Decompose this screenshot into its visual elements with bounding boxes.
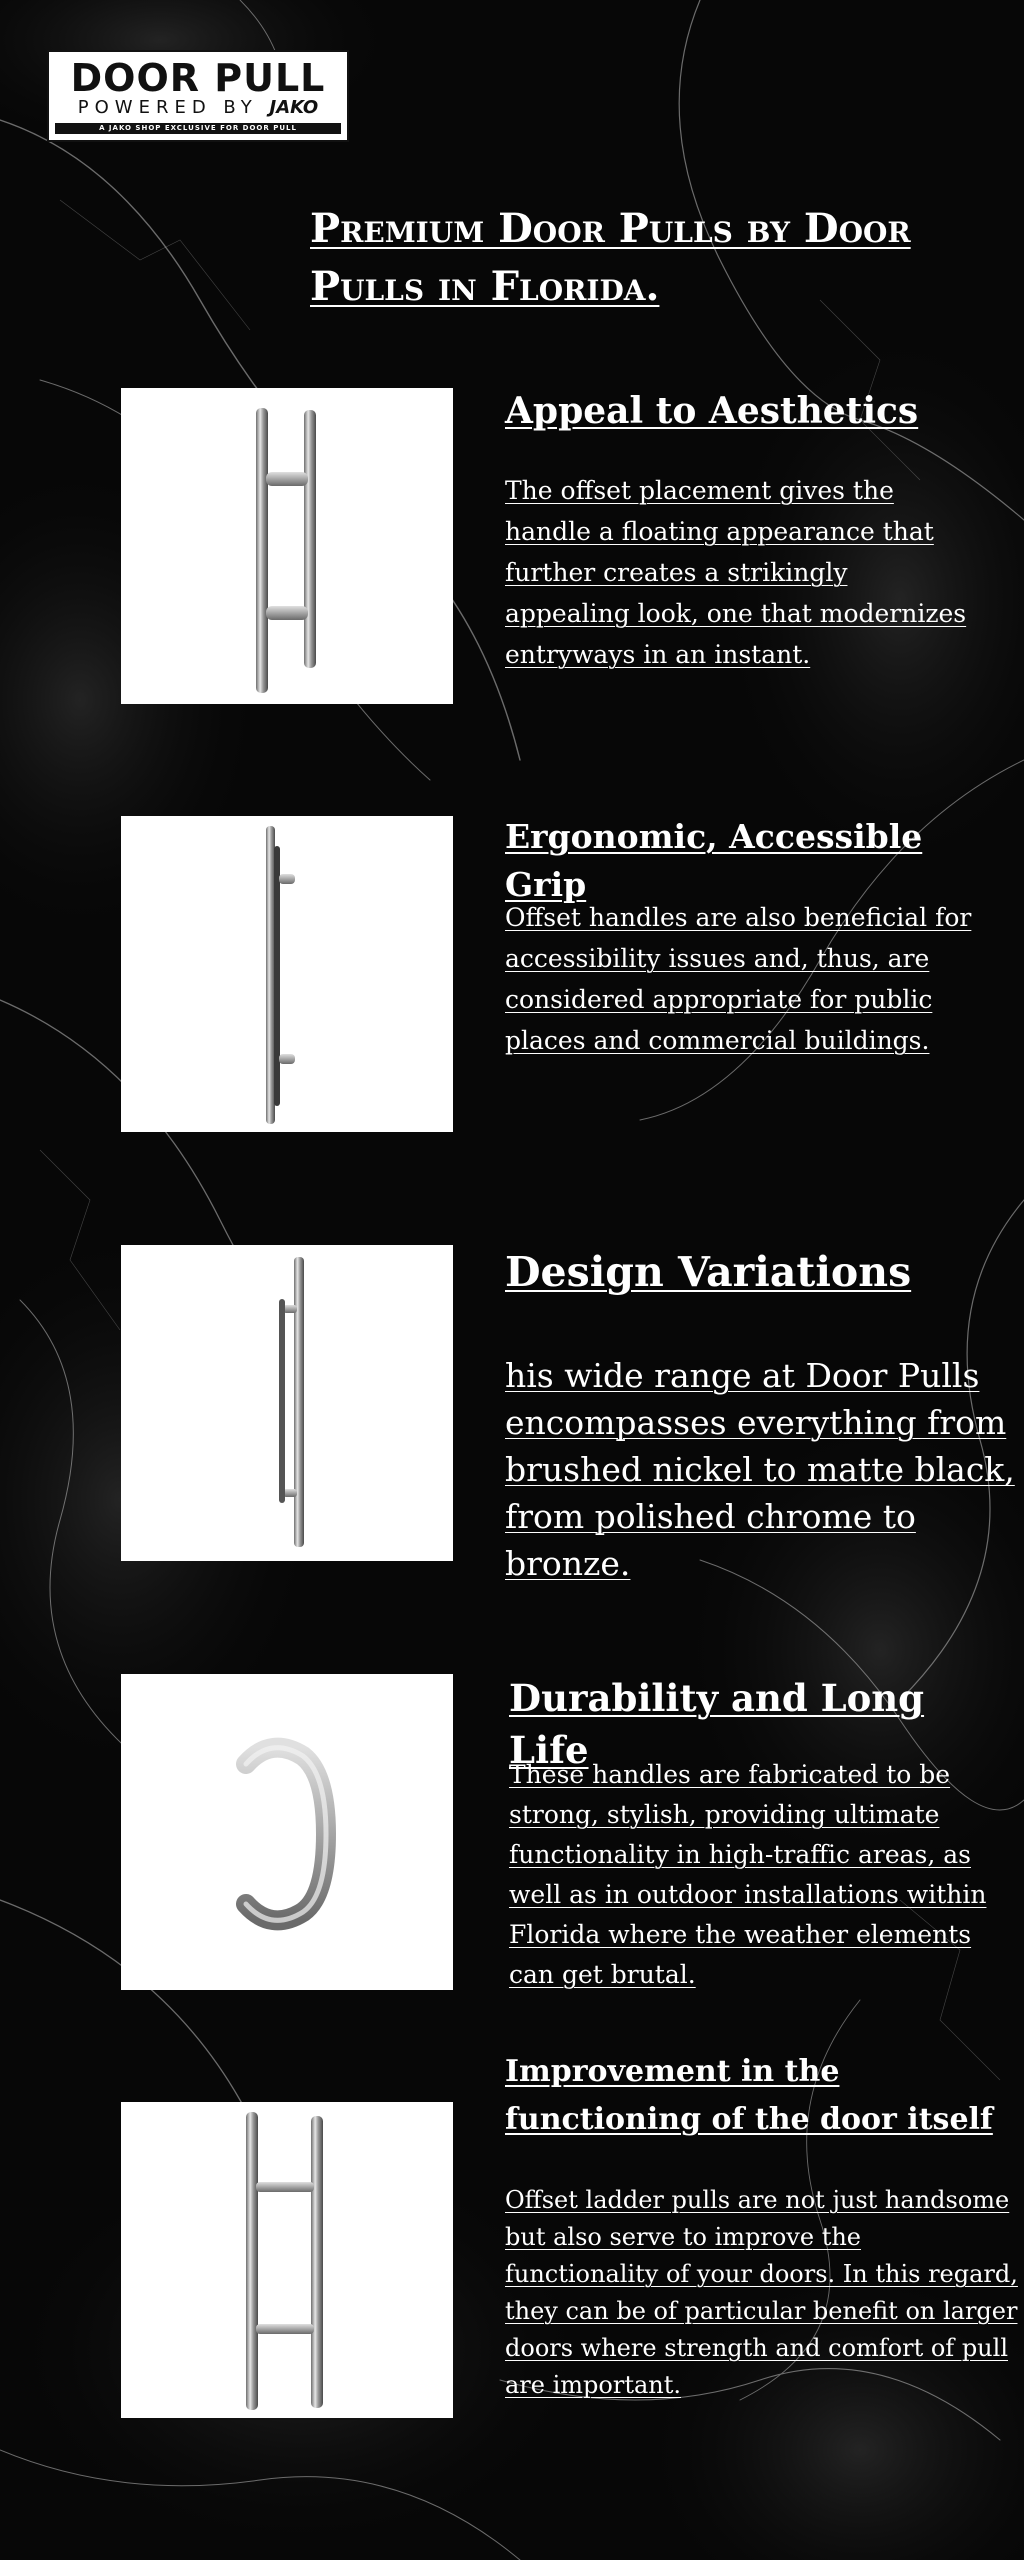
section-text: These handles are fabricated to be strong, stylish, providing ultimate functionality in high-traffic areas, as well as in outdoor installations within Florida where the weather elements can get brutal. (509, 1760, 987, 1989)
product-image-card (121, 2102, 453, 2418)
section-heading: Durability and Long Life (509, 1676, 925, 1772)
brand-logo[interactable] (47, 50, 349, 142)
section-heading: Ergonomic, Accessible Grip (505, 817, 923, 904)
logo-subtitle (49, 98, 347, 118)
section-text: The offset placement gives the handle a floating appearance that further creates a strikingly appealing look, one that modernizes entryways in an instant. (505, 476, 967, 669)
offset-pull-side-view-icon (121, 816, 453, 1132)
section-text: Offset handles are also beneficial for accessibility issues and, thus, are considered appropriate for public places and commercial buildings. (505, 903, 972, 1055)
product-image-card (121, 816, 453, 1132)
section-text: Offset ladder pulls are not just handsome but also serve to improve the functionality of your doors. In this regard, they can be of particular benefit on larger doors where strength and comfort of pull are important. (505, 2186, 1018, 2399)
offset-ladder-pull-icon (121, 388, 453, 704)
section-heading: Improvement in the functioning of the door itself (505, 2054, 993, 2137)
product-image-card (121, 388, 453, 704)
offset-bar-pull-icon (121, 1245, 453, 1561)
logo-title: DOOR PULL (70, 56, 326, 100)
logo-powered-by: POWERED BY (77, 97, 258, 118)
d-pull-handle-icon (121, 1674, 453, 1990)
section-text: his wide range at Door Pulls encompasses everything from brushed nickel to matte black, from polished chrome to bronze. (505, 1356, 1015, 1583)
logo-tagline: A JAKO SHOP EXCLUSIVE FOR DOOR PULL (55, 123, 341, 134)
logo-brand: JAKO (269, 97, 319, 118)
section-heading: Appeal to Aesthetics (505, 390, 919, 432)
product-image-card (121, 1674, 453, 1990)
product-image-card (121, 1245, 453, 1561)
ladder-pull-pair-icon (121, 2102, 453, 2418)
section-heading: Design Variations (505, 1248, 912, 1296)
page-title: Premium Door Pulls by Door Pulls in Florida. (310, 205, 911, 310)
